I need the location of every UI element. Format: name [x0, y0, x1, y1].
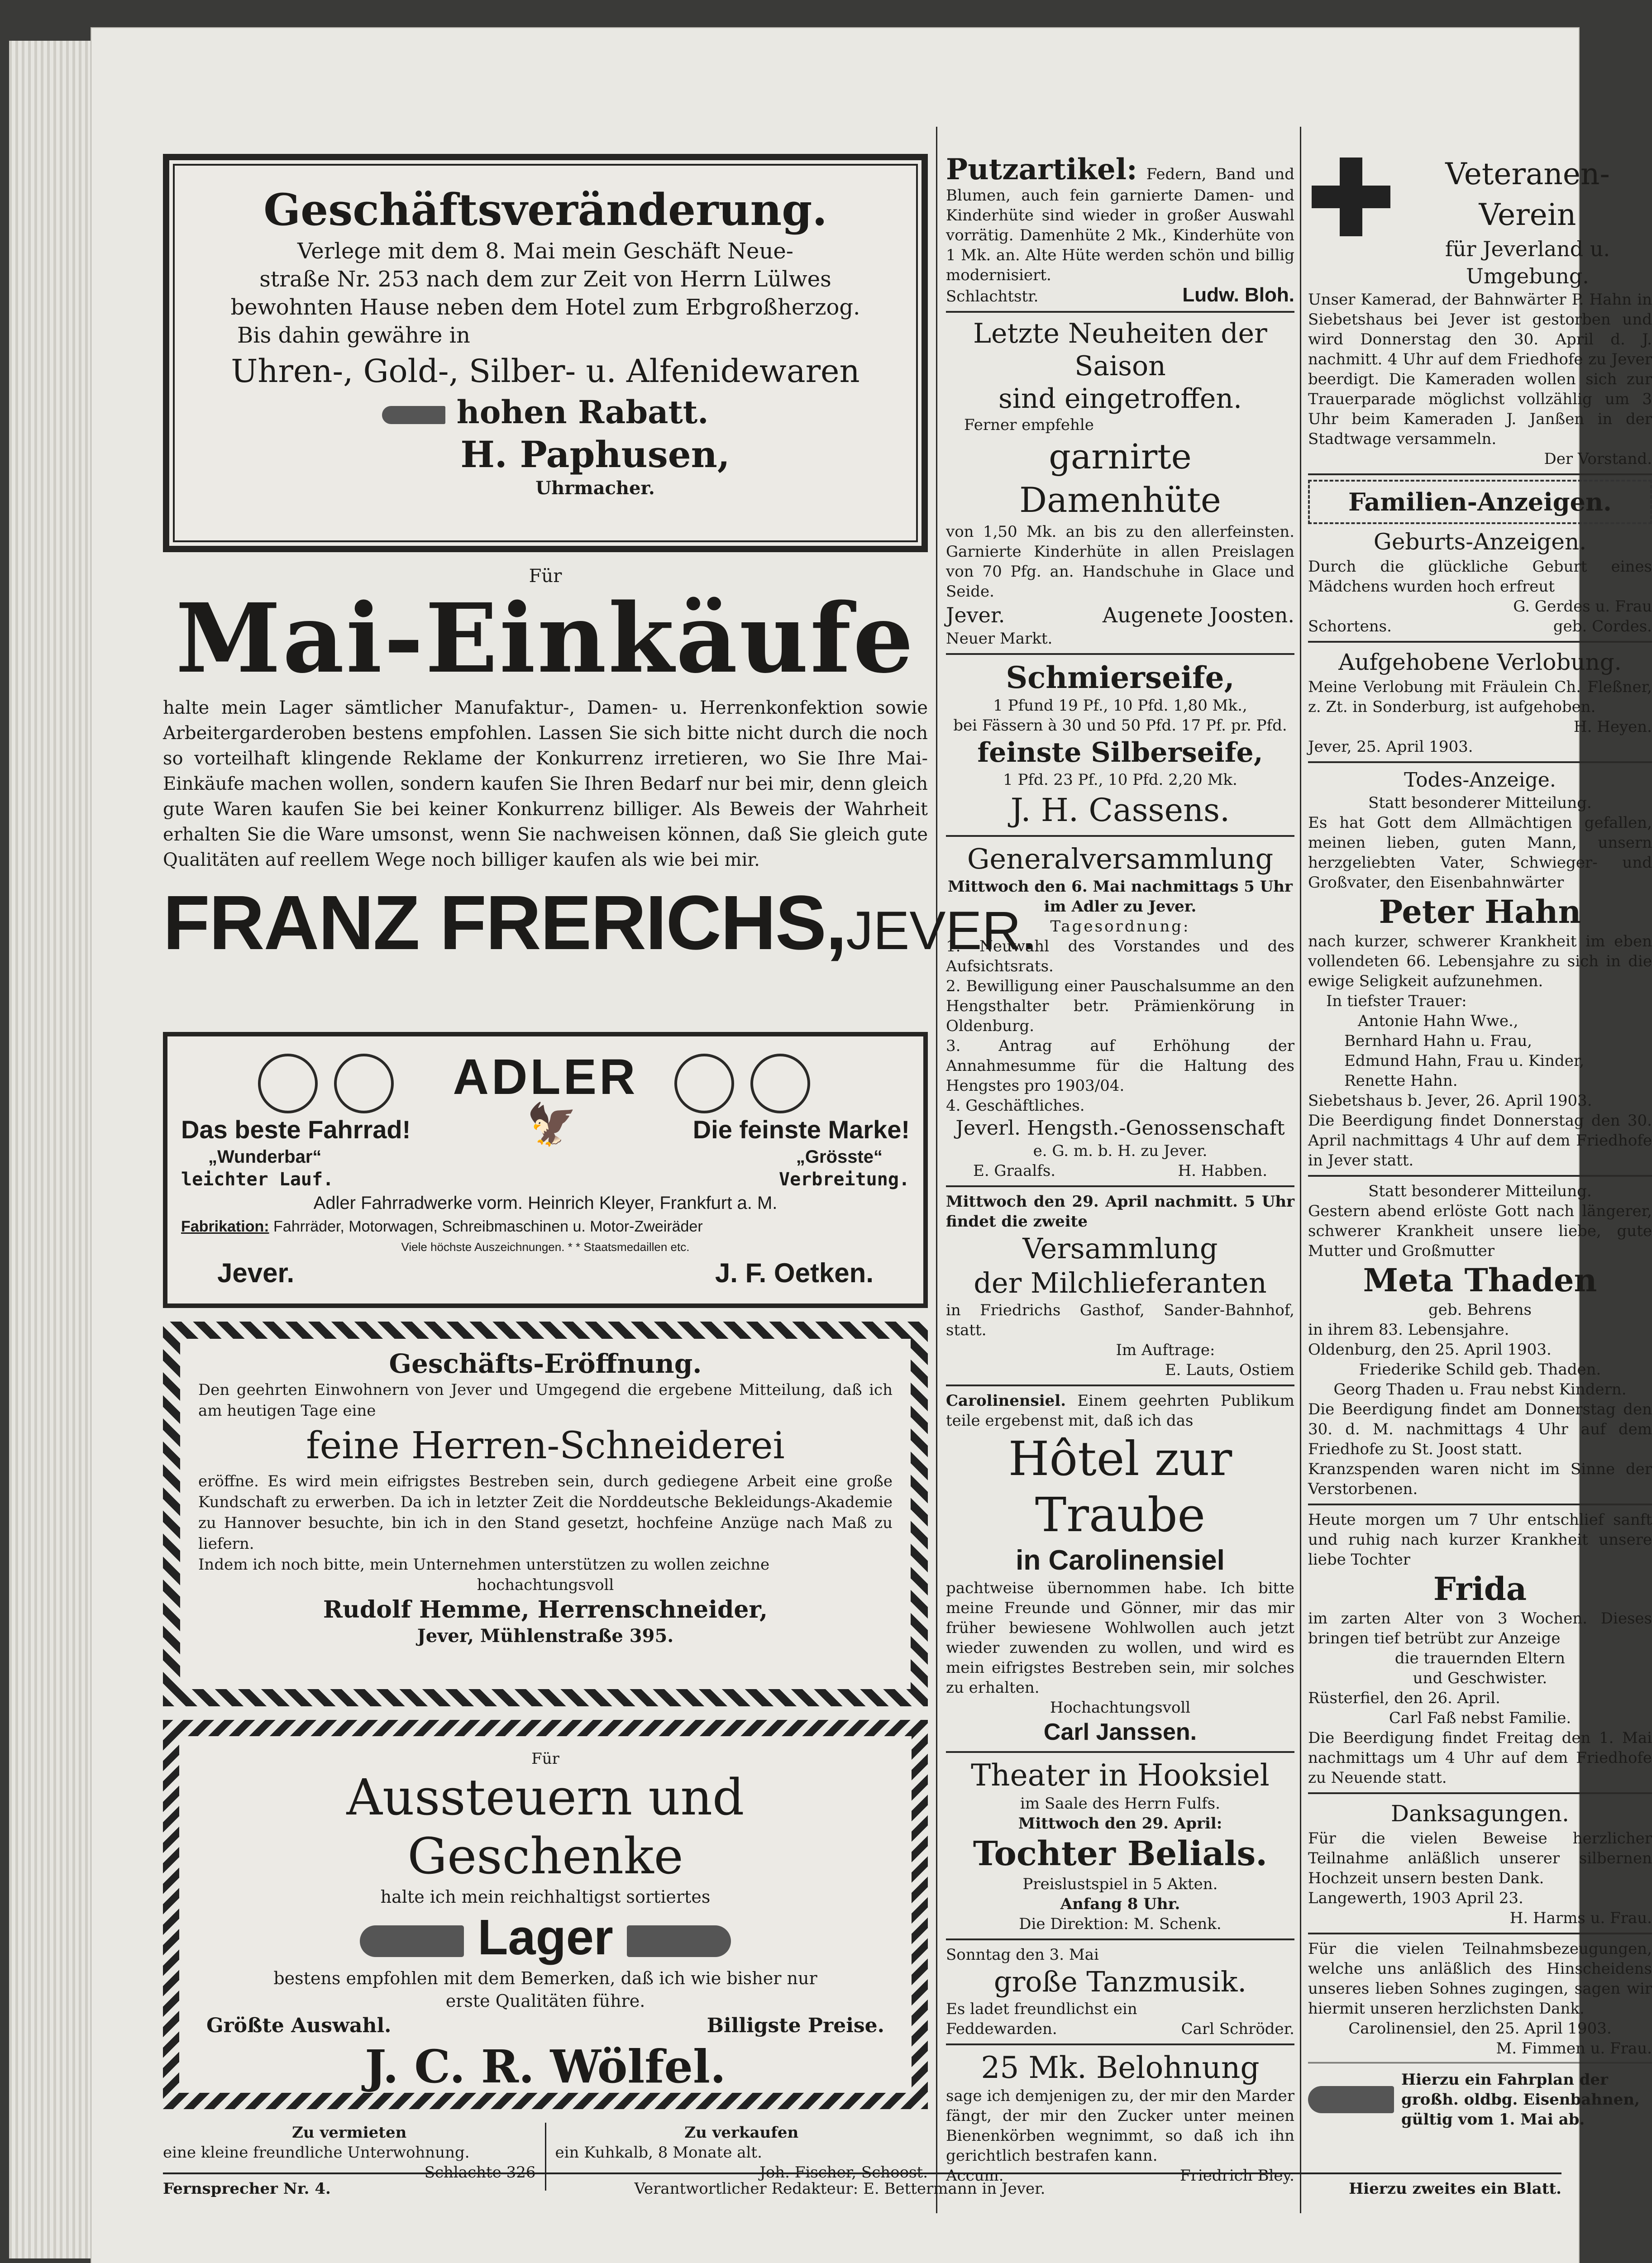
ad-text: eine kleine freundliche Unterwohnung. — [163, 2144, 470, 2162]
ad-job: Uhrmacher. — [535, 477, 655, 499]
ad-text: bestens empfohlen mit dem Bemerken, daß ich wie bisher nur — [273, 1968, 817, 1988]
ad-name: FRANZ FRERICHS, — [163, 880, 846, 966]
ad-text: Den geehrten Einwohnern von Jever und Umgegend die ergebene Mitteilung, daß ich am heutigen Tage eine — [198, 1381, 893, 1420]
ad-putzartikel — [946, 154, 1294, 2186]
ad-fab — [181, 1215, 910, 1238]
ad-text: Neuer Markt. — [946, 630, 1053, 648]
ad-text: Es ladet freundlichst ein — [946, 2000, 1137, 2018]
iron-cross-icon — [1308, 154, 1394, 240]
ad-name: Ludw. Bloh. — [1182, 284, 1294, 306]
ad-text: Mittwoch den 6. Mai nachmittags 5 Uhr im Adler zu Jever. — [948, 878, 1293, 916]
ad-title: Generalversammlung — [967, 842, 1274, 875]
ad-row — [206, 2012, 884, 2039]
notice-name: Peter Hahn — [1379, 893, 1581, 931]
ad-text: sage ich demjenigen zu, der mir den Marder fängt, der mir den Zucker unter meinen Bienenkörben wegnimmt, so daß ich ihn gerichtlich bestrafen kann. — [946, 2087, 1294, 2165]
ad-head: Putzartikel: — [946, 153, 1137, 186]
ad-text: Preislustspiel in 5 Akten. — [1022, 1875, 1218, 1893]
ad-text: bei Fässern à 30 und 50 Pfd. 17 Pf. pr. Pfd. — [953, 716, 1287, 735]
notice-name: Frida — [1433, 1570, 1527, 1608]
ad-fuer: Für — [529, 566, 562, 587]
pointing-hand-icon — [627, 1925, 731, 1957]
ad-text: Unser Kamerad, der Bahnwärter P. Hahn in Siebetshaus bei Jever ist gestorben und wird Donnerstag den 30. April d. J. nachmitt. 4 Uhr auf dem Friedhofe zu Jever beerdigt. Die Kameraden wollen sich zur Trauerparade möglichst vollzählig um 3 Uhr beim Kameraden J. Janßen in der Stadtwage versammeln. — [1308, 291, 1652, 448]
ad-left: Schlachtstr. — [946, 287, 1039, 306]
ad-name: Augenete Joosten. — [1102, 603, 1294, 627]
ad-title: sind eingetroffen. — [998, 383, 1242, 415]
notice-name: Meta Thaden — [1363, 1261, 1597, 1299]
ad-text: Schlachte 326 — [424, 2163, 536, 2182]
ad-place: Jever. — [217, 1258, 295, 1288]
notice-names: Carl Faß nebst Familie. — [1389, 1709, 1571, 1727]
ad-text: Die Direktion: M. Schenk. — [1019, 1915, 1222, 1933]
notice-text: Gestern abend erlöste Gott nach längerer, schwerer Krankheit unsere liebe, gute Mutter und Großmutter — [1308, 1202, 1652, 1260]
ad-sub-left: leichter Lauf. — [181, 1169, 334, 1190]
notice-fahrplan — [1308, 2070, 1652, 2129]
ad-text: im Saale des Herrn Fulfs. — [1020, 1795, 1220, 1813]
ad-sig: H. Habben. — [1178, 1162, 1267, 1180]
book-page-edges — [9, 41, 95, 2258]
ad-title: Letzte Neuheiten der Saison — [973, 318, 1267, 382]
ad-place: JEVER. — [846, 900, 1036, 961]
section-familien-anzeigen: Familien-Anzeigen. — [1308, 480, 1652, 524]
ad-line: straße Nr. 253 nach dem zur Zeit von Herrn Lülwes — [259, 267, 831, 292]
ad-text: Joh. Fischer, Schoost. — [759, 2163, 928, 2182]
ad-adler-fahrrad — [163, 1032, 928, 1308]
ad-big: Tochter Belials. — [973, 1834, 1268, 1873]
ad-sub-right: „Grösste“ — [796, 1147, 883, 1167]
notice-names: Georg Thaden u. Frau nebst Kindern. — [1333, 1380, 1627, 1399]
ad-text: 1 Pfund 19 Pf., 10 Pfd. 1,80 Mk., — [993, 697, 1247, 715]
notice-text: Statt besonderer Mitteilung. — [1368, 1182, 1592, 1200]
ad-sig: Der Vorstand. — [1544, 450, 1652, 468]
ad-title: Aussteuern und Geschenke — [346, 1768, 745, 1885]
ad-sig: E. Lauts, Ostiem — [1165, 1361, 1294, 1379]
ad-geschaeftsveraenderung — [163, 154, 928, 552]
notice-name: H. Heyen. — [1573, 718, 1652, 736]
notice-names: und Geschwister. — [1413, 1669, 1547, 1687]
ad-text — [201, 237, 890, 349]
ad-text: pachtweise übernommen habe. Ich bitte meine Freunde und Gönner, mir das mir früher bewiesene Wohlwollen auch jetzt wieder zuwenden zu wollen, und wird es mein eifrigstes Bestreben sein, mir solches zu erhalten. — [946, 1579, 1294, 1697]
ad-text: Sonntag den 3. Mai — [946, 1946, 1099, 1964]
ad-left: Feddewarden. — [946, 2020, 1057, 2038]
ad-head: Carolinensiel. — [946, 1392, 1066, 1410]
footer-note: Hierzu zweites ein Blatt. — [1349, 2180, 1561, 2198]
ad-hochacht: hochachtungsvoll — [477, 1576, 614, 1594]
ad-text: in Friedrichs Gasthof, Sander-Bahnhof, statt. — [946, 1301, 1294, 1339]
eagle-icon: 🦅 — [526, 1102, 578, 1147]
ad-name: Friedrich Bley. — [1180, 2167, 1294, 2185]
notice-text: Statt besonderer Mitteilung. — [1368, 794, 1592, 812]
ad-line: Bis dahin gewähre in — [237, 323, 470, 348]
ad-fuer: Für — [531, 1750, 559, 1768]
ad-name: Carl Schröder. — [1181, 2020, 1294, 2038]
footer-phone: Fernsprecher Nr. 4. — [163, 2180, 331, 2198]
ad-text: Mittwoch den 29. April: — [1018, 1814, 1222, 1833]
bicycle-icon — [674, 1046, 810, 1113]
notice-text: Heute morgen um 7 Uhr entschlief sanft und ruhig nach kurzer Krankheit unsere liebe Tochter — [1308, 1511, 1652, 1569]
ad-slogan: Die feinste Marke! — [692, 1115, 910, 1144]
column-rule — [1300, 127, 1301, 2213]
notice-text: Die Beerdigung findet am Donnerstag den 30. d. M. nachmittags 4 Uhr auf dem Friedhofe zu St. Joost statt. — [1308, 1400, 1652, 1458]
notice-text: Die Beerdigung findet Donnerstag den 30. April nachmittags 4 Uhr auf dem Friedhofe in Jever statt. — [1308, 1112, 1652, 1170]
notice-text: Hierzu ein Fahrplan der großh. oldbg. Eisenbahnen, gültig vom 1. Mai ab. — [1401, 2071, 1640, 2129]
ad-right: Billigste Preise. — [707, 2014, 884, 2037]
ad-big: Hôtel zur Traube — [1008, 1431, 1232, 1542]
ad-slogans — [181, 1102, 910, 1147]
ad-dealer-name: J. F. Oetken. — [715, 1258, 874, 1288]
ad-rabatt-row — [201, 393, 890, 432]
notice-names: Friederike Schild geb. Thaden. — [1359, 1361, 1601, 1379]
notice-text: nach kurzer, schwerer Krankheit im eben vollendeten 66. Lebensjahre zu sich in die ewige Seligkeit aufzunehmen. — [1308, 932, 1652, 990]
notice-names: G. Gerdes u. Frau — [1513, 597, 1652, 616]
notice-text: Durch die glückliche Geburt eines Mädchens wurden hoch erfreut — [1308, 558, 1652, 596]
ad-left: Größte Auswahl. — [206, 2014, 392, 2037]
ad-goods: Uhren-, Gold-, Silber- u. Alfenidewaren — [231, 353, 860, 390]
notice-text: Für die vielen Teilnahmsbezeugungen, welche uns anläßlich des Hinscheidens unseres lieben Sohnes zugingen, sagen wir hiermit unseren herzlichsten Dank. — [1308, 1940, 1652, 2018]
ad-signature — [163, 880, 1036, 966]
ad-lager: Lager — [477, 1910, 613, 1965]
ad-text: eröffne. Es wird mein eifrigstes Bestreben sein, durch gediegene Arbeit eine große Kundschaft zu erwerben. Da ich in letzter Zeit die Norddeutsche Bekleidungs-Akademie zu Hannover besuchte, bin ich in den Stand gesetzt, hochfeine Anzüge nach Maß zu liefern. — [198, 1472, 893, 1553]
ad-title: Schmierseife, — [1006, 660, 1235, 695]
notice-text: In tiefster Trauer: — [1326, 992, 1467, 1010]
notices-right — [1308, 154, 1652, 2129]
ad-big: in Carolinensiel — [1016, 1545, 1225, 1576]
notice-date: Siebetshaus b. Jever, 26. April 1903. — [1308, 1092, 1592, 1110]
ad-name: J. C. R. Wölfel. — [365, 2040, 726, 2093]
notice-text: geb. Behrens — [1428, 1301, 1532, 1319]
notice-title: Aufgehobene Verlobung. — [1338, 649, 1622, 675]
notice-date: Rüsterfiel, den 26. April. — [1308, 1689, 1500, 1707]
ad-name: Rudolf Hemme, Herrenschneider, — [323, 1596, 768, 1623]
newspaper-page — [91, 27, 1652, 2263]
ad-title: Versammlung — [1022, 1232, 1218, 1265]
ad-fab-text: Fahrräder, Motorwagen, Schreibmaschinen u. Motor-Zweiräder — [273, 1218, 703, 1235]
ad-text: Indem ich noch bitte, mein Unternehmen unterstützen zu wollen zeichne — [198, 1556, 770, 1574]
pointing-hand-icon — [382, 406, 445, 424]
column-rule — [936, 127, 937, 2213]
ad-left: Accum. — [946, 2167, 1004, 2185]
ad-text: halte ich mein reichhaltigst sortiertes — [380, 1887, 711, 1907]
notice-date: Jever, 25. April 1903. — [1308, 738, 1473, 756]
ad-sub — [181, 1146, 910, 1168]
ad-text: von 1,50 Mk. an bis zu den allerfeinsten. Garnierte Kinderhüte in allen Preislagen von 70 Pfg. an. Handschuhe in Glace und Seide. — [946, 523, 1294, 601]
ad-text: Einem geehrten Publikum teile ergebenst mit, daß ich das — [946, 1392, 1295, 1430]
ad-text: Hochachtungsvoll — [1050, 1699, 1191, 1717]
ad-rabatt: hohen Rabatt. — [456, 393, 709, 431]
notice-names: Renette Hahn. — [1344, 1072, 1458, 1090]
ad-aussteuern — [163, 1720, 928, 2109]
ad-line: bewohnten Hause neben dem Hotel zum Erbgroßherzog. — [230, 295, 860, 320]
ad-name: Carl Janssen. — [1043, 1719, 1197, 1745]
notice-text: Kranzspenden waren nicht im Sinne der Verstorbenen. — [1308, 1460, 1652, 1498]
ad-sub-right: Verbreitung. — [779, 1169, 910, 1190]
notice-text: Meine Verlobung mit Fräulein Ch. Fleßner, z. Zt. in Sonderburg, ist aufgehoben. — [1308, 678, 1652, 716]
ad-text: ein Kuhkalb, 8 Monate alt. — [555, 2144, 762, 2162]
ad-title: Zu vermieten — [292, 2124, 407, 2142]
ad-name: J. H. Cassens. — [1010, 792, 1230, 829]
ad-brand: ADLER — [453, 1049, 638, 1105]
notice-text: Es hat Gott dem Allmächtigen gefallen, meinen lieben, guten Mann, unsern herzgeliebten Vater, Schwieger- und Großvater, den Eisenbahnwärter — [1308, 814, 1652, 892]
notice-name: M. Fimmen u. Frau. — [1496, 2039, 1652, 2058]
ad-title: Theater in Hooksiel — [971, 1758, 1270, 1793]
notice-text: im zarten Alter von 3 Wochen. Dieses bringen tief betrübt zur Anzeige — [1308, 1609, 1652, 1647]
ad-left: Jever. — [946, 603, 1005, 627]
notice-place: Schortens. — [1308, 617, 1392, 635]
ad-title: 25 Mk. Belohnung — [981, 2050, 1260, 2085]
ad-text: halte mein Lager sämtlicher Manufaktur-, Damen- u. Herrenkonfektion sowie Arbeitergarderoben bestens empfohlen. Lassen Sie sich bitte nicht durch die noch so vorteilhaft klingende Reklame der Konkurrenz irretieren, wo Sie Ihre Mai-Einkäufe machen wollen, sondern kaufen Sie Ihren Bedarf nur bei mir, denn gleich gute Waren kaufen Sie bei keiner Konkurrenz billiger. Als Beweis der Wahrheit erhalten Sie die Ware umsonst, wenn Sie nachweisen können, daß Sie gleich gute Qualitäten auf reellem Wege noch billiger kaufen als wie bei mir. — [163, 697, 928, 870]
ad-text: Im Auftrage: — [1116, 1341, 1215, 1359]
ad-item: 2. Bewilligung einer Pauschalsumme an den Hengsthalter betr. Prämienkörung in Oldenburg. — [946, 977, 1294, 1035]
ad-awards: Viele höchste Auszeichnungen. * * Staatsmedaillen etc. — [401, 1240, 690, 1254]
notice-sub: geb. Cordes. — [1553, 617, 1652, 635]
ad-title: Geschäftsveränderung. — [263, 184, 827, 235]
notice-names: die trauernden Eltern — [1394, 1649, 1566, 1667]
notice-name: H. Harms u. Frau. — [1509, 1909, 1652, 1927]
ad-dealer — [181, 1256, 910, 1290]
ad-text: Anfang 8 Uhr. — [1060, 1895, 1180, 1913]
ad-item: 1. Neuwahl des Vorstandes und des Aufsichtsrats. — [946, 937, 1294, 975]
notice-text: Für die vielen Beweise herzlicher Teilnahme anläßlich unserer silbernen Hochzeit unsern besten Dank. — [1308, 1829, 1652, 1887]
ad-line: Verlege mit dem 8. Mai mein Geschäft Neue- — [297, 239, 793, 264]
notice-title: Geburts-Anzeigen. — [1373, 529, 1587, 555]
notice-text: in ihrem 83. Lebensjahre. — [1308, 1321, 1509, 1339]
ad-name: H. Paphusen, — [460, 433, 730, 476]
ad-title: feinste Silberseife, — [977, 737, 1263, 769]
notice-date: Carolinensiel, den 25. April 1903. — [1348, 2020, 1612, 2038]
ad-org: Jeverl. Hengsth.-Genossenschaft — [955, 1117, 1285, 1140]
ad-slogan: Das beste Fahrrad! — [181, 1115, 411, 1144]
bicycle-icon — [258, 1046, 394, 1113]
ad-big: garnirte Damenhüte — [1019, 436, 1221, 520]
ad-title: Mai-Einkäufe — [175, 582, 916, 694]
notice-title: Danksagungen. — [1391, 1800, 1569, 1827]
notice-date: Oldenburg, den 25. April 1903. — [1308, 1341, 1552, 1359]
ad-veteranen-head — [1308, 154, 1652, 290]
notice-text: Die Beerdigung findet Freitag den 1. Mai nachmittags um 4 Uhr auf dem Friedhofe zu Neuende statt. — [1308, 1729, 1652, 1787]
footer-editor: Verantwortlicher Redakteur: E. Bettermann in Jever. — [634, 2180, 1046, 2198]
ad-org: e. G. m. b. H. zu Jever. — [1033, 1142, 1208, 1160]
ad-sub-left: „Wunderbar“ — [208, 1147, 322, 1167]
ad-text: Ferner empfehle — [964, 416, 1094, 434]
ad-title: große Tanzmusik. — [993, 1965, 1247, 1998]
ad-geschaefts-eroeffnung — [163, 1322, 928, 1706]
notice-title: Todes-Anzeige. — [1404, 769, 1556, 792]
ad-fab-label: Fabrikation: — [181, 1218, 269, 1235]
ad-text: Federn, Band und Blumen, auch fein garnierte Damen- und Kinderhüte sind wieder in großer Auswahl vorrätig. Damenhüte 2 Mk., Kinderhüte von 1 Mk. an. Alte Hüte werden schön und billig modernisiert. — [946, 165, 1295, 284]
ad-addr: Jever, Mühlenstraße 395. — [417, 1625, 674, 1647]
pointing-hand-icon — [1308, 2086, 1394, 2113]
ad-subtitle: für Jeverland u. Umgebung. — [1445, 237, 1610, 288]
ad-title: Zu verkaufen — [684, 2124, 799, 2142]
notice-names: Antonie Hahn Wwe., — [1358, 1012, 1518, 1030]
ad-text: 1 Pfd. 23 Pf., 10 Pfd. 2,20 Mk. — [1003, 771, 1237, 789]
ad-sub — [181, 1168, 910, 1191]
pointing-hand-icon — [360, 1925, 464, 1957]
ad-text: Mittwoch den 29. April nachmitt. 5 Uhr findet die zweite — [946, 1193, 1294, 1231]
notice-names: Edmund Hahn, Frau u. Kinder, — [1344, 1052, 1585, 1070]
ad-item: 3. Antrag auf Erhöhung der Annahmesumme für die Haltung des Hengstes pro 1903/04. — [946, 1037, 1294, 1095]
ad-text: Tagesordnung: — [1050, 917, 1190, 936]
ad-title: Veteranen-Verein — [1445, 157, 1610, 232]
ad-title: der Milchlieferanten — [974, 1266, 1267, 1299]
notice-date: Langewerth, 1903 April 23. — [1308, 1889, 1523, 1907]
ad-text: erste Qualitäten führe. — [445, 1991, 645, 2011]
page-footer — [163, 2172, 1561, 2199]
ad-maker: Adler Fahrradwerke vorm. Heinrich Kleyer, Frankfurt a. M. — [313, 1193, 778, 1213]
ad-big: feine Herren-Schneiderei — [306, 1424, 785, 1467]
ad-title: Geschäfts-Eröffnung. — [389, 1348, 702, 1379]
notice-names: Bernhard Hahn u. Frau, — [1344, 1032, 1533, 1050]
ad-item: 4. Geschäftliches. — [946, 1097, 1085, 1115]
ad-sig: E. Graalfs. — [973, 1162, 1056, 1180]
ad-lager-row — [206, 1908, 884, 1967]
